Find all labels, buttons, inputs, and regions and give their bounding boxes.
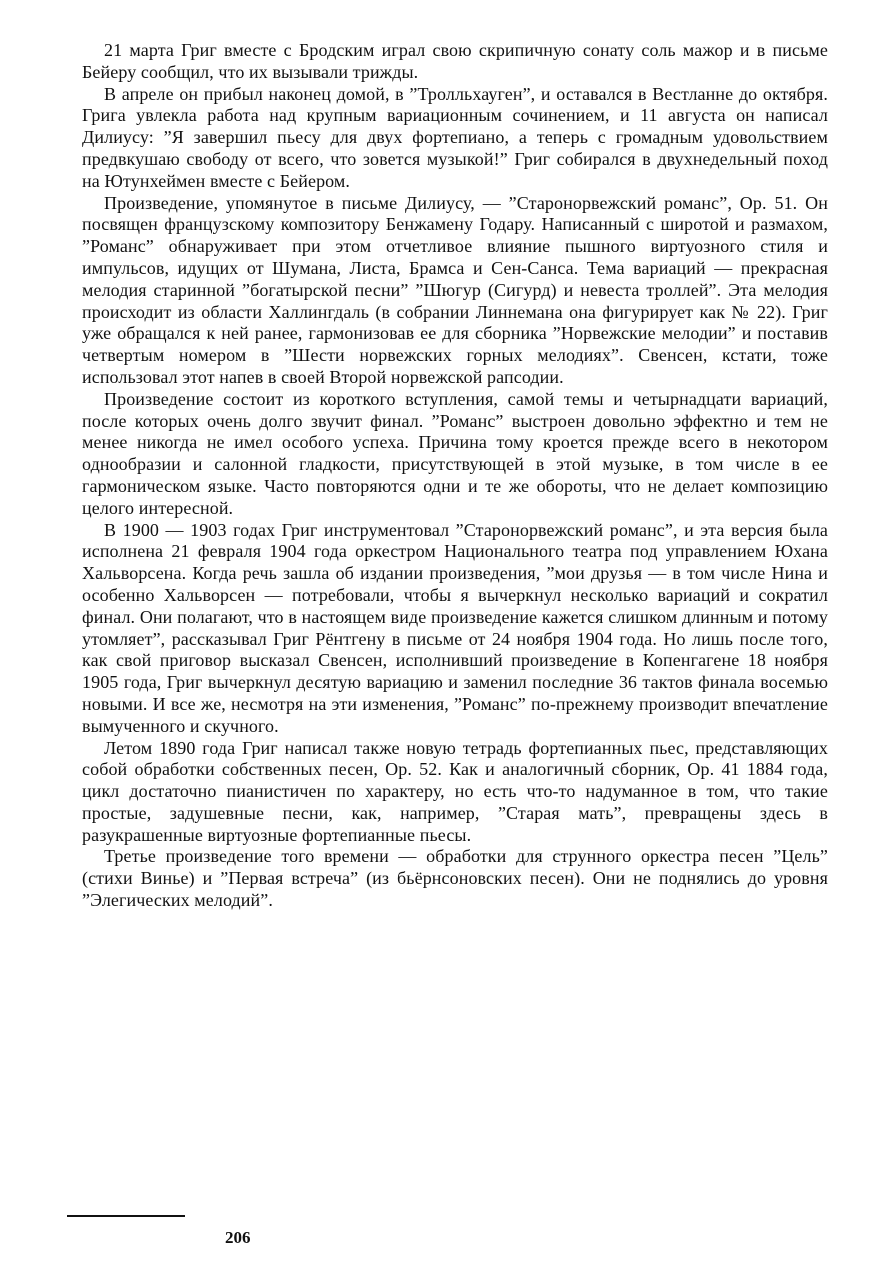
- paragraph-1: 21 марта Григ вместе с Бродским играл свою скрипичную сонату соль мажор и в письме Бейеру сообщил, что их вызывали трижды.: [82, 40, 828, 82]
- paragraph-2: В апреле он прибыл наконец домой, в ”Тролльхауген”, и оставался в Вестланне до октября. Грига увлекла работа над крупным вариационным сочинением, и 11 августа он написал Дилиусу: ”Я завершил пьесу для двух фортепиано, а теперь с громадным удовольствием предвкушаю свободу от всего, что зовется музыкой!” Григ собирался в двухнедельный поход на Ютунхеймен вместе с Бейером.: [82, 83, 828, 191]
- page-body: [82, 40, 828, 912]
- paragraph-7: Третье произведение того времени — обработки для струнного оркестра песен ”Цель” (стихи Винье) и ”Первая встреча” (из бьёрнсоновских песен). Они не поднялись до уровня ”Элегических мелодий”.: [82, 846, 828, 911]
- paragraph-6: Летом 1890 года Григ написал также новую тетрадь фортепианных пьес, представляющих собой обработки собственных песен, Ор. 52. Как и аналогичный сборник, Ор. 41 1884 года, цикл достаточно пианистичен по характеру, но есть что-то надуманное в том, что такие простые, задушевные песни, как, например, ”Старая мать”, превращены здесь в разукрашенные виртуозные фортепианные пьесы.: [82, 737, 828, 845]
- paragraph-4: Произведение состоит из короткого вступления, самой темы и четырнадцати вариаций, после которых очень долго звучит финал. ”Романс” выстроен довольно эффектно и тем не менее никогда не имел особого успеха. Причина тому кроется прежде всего в некотором однообразии и салонной гладкости, присутствующей в этой музыке, в том числе в ее гармоническом языке. Часто повторяются одни и те же обороты, что не делает композицию целого интересной.: [82, 388, 828, 518]
- paragraph-3: Произведение, упомянутое в письме Дилиусу, — ”Старонорвежский романс”, Ор. 51. Он посвящен французскому композитору Бенжамену Годару. Написанный с широтой и размахом, ”Романс” обнаруживает при этом отчетливое влияние пышного виртуозного стиля и импульсов, идущих от Шумана, Листа, Брамса и Сен-Санса. Тема вариаций — прекрасная мелодия старинной ”богатырской песни” ”Шюгур (Сигурд) и невеста троллей”. Эта мелодия происходит из области Халлингдаль (в собрании Линнемана она фигурирует как № 22). Григ уже обращался к ней ранее, гармонизовав ее для сборника ”Норвежские мелодии” и поставив четвертым номером в ”Шести норвежских горных мелодиях”. Свенсен, кстати, тоже использовал этот напев в своей Второй норвежской рапсодии.: [82, 192, 828, 387]
- paragraph-5: В 1900 — 1903 годах Григ инструментовал ”Старонорвежский романс”, и эта версия была исполнена 21 февраля 1904 года оркестром Национального театра под управлением Юхана Хальворсена. Когда речь зашла об издании произведения, ”мои друзья — в том числе Нина и особенно Хальворсен — потребовали, чтобы я вычеркнул несколько вариаций и сократил финал. Они полагают, что в настоящем виде произведение кажется слишком длинным и потому утомляет”, рассказывал Григ Рёнтгену в письме от 24 ноября 1904 года. Но лишь после того, как свой приговор высказал Свенсен, исполнивший произведение в Копенгагене 18 ноября 1905 года, Григ вычеркнул десятую вариацию и заменил последние 36 тактов финала восемью новыми. И все же, несмотря на эти изменения, ”Романс” по-прежнему производит впечатление вымученного и скучного.: [82, 519, 828, 736]
- page-number: 206: [225, 1228, 251, 1247]
- footnote-divider: [67, 1215, 185, 1217]
